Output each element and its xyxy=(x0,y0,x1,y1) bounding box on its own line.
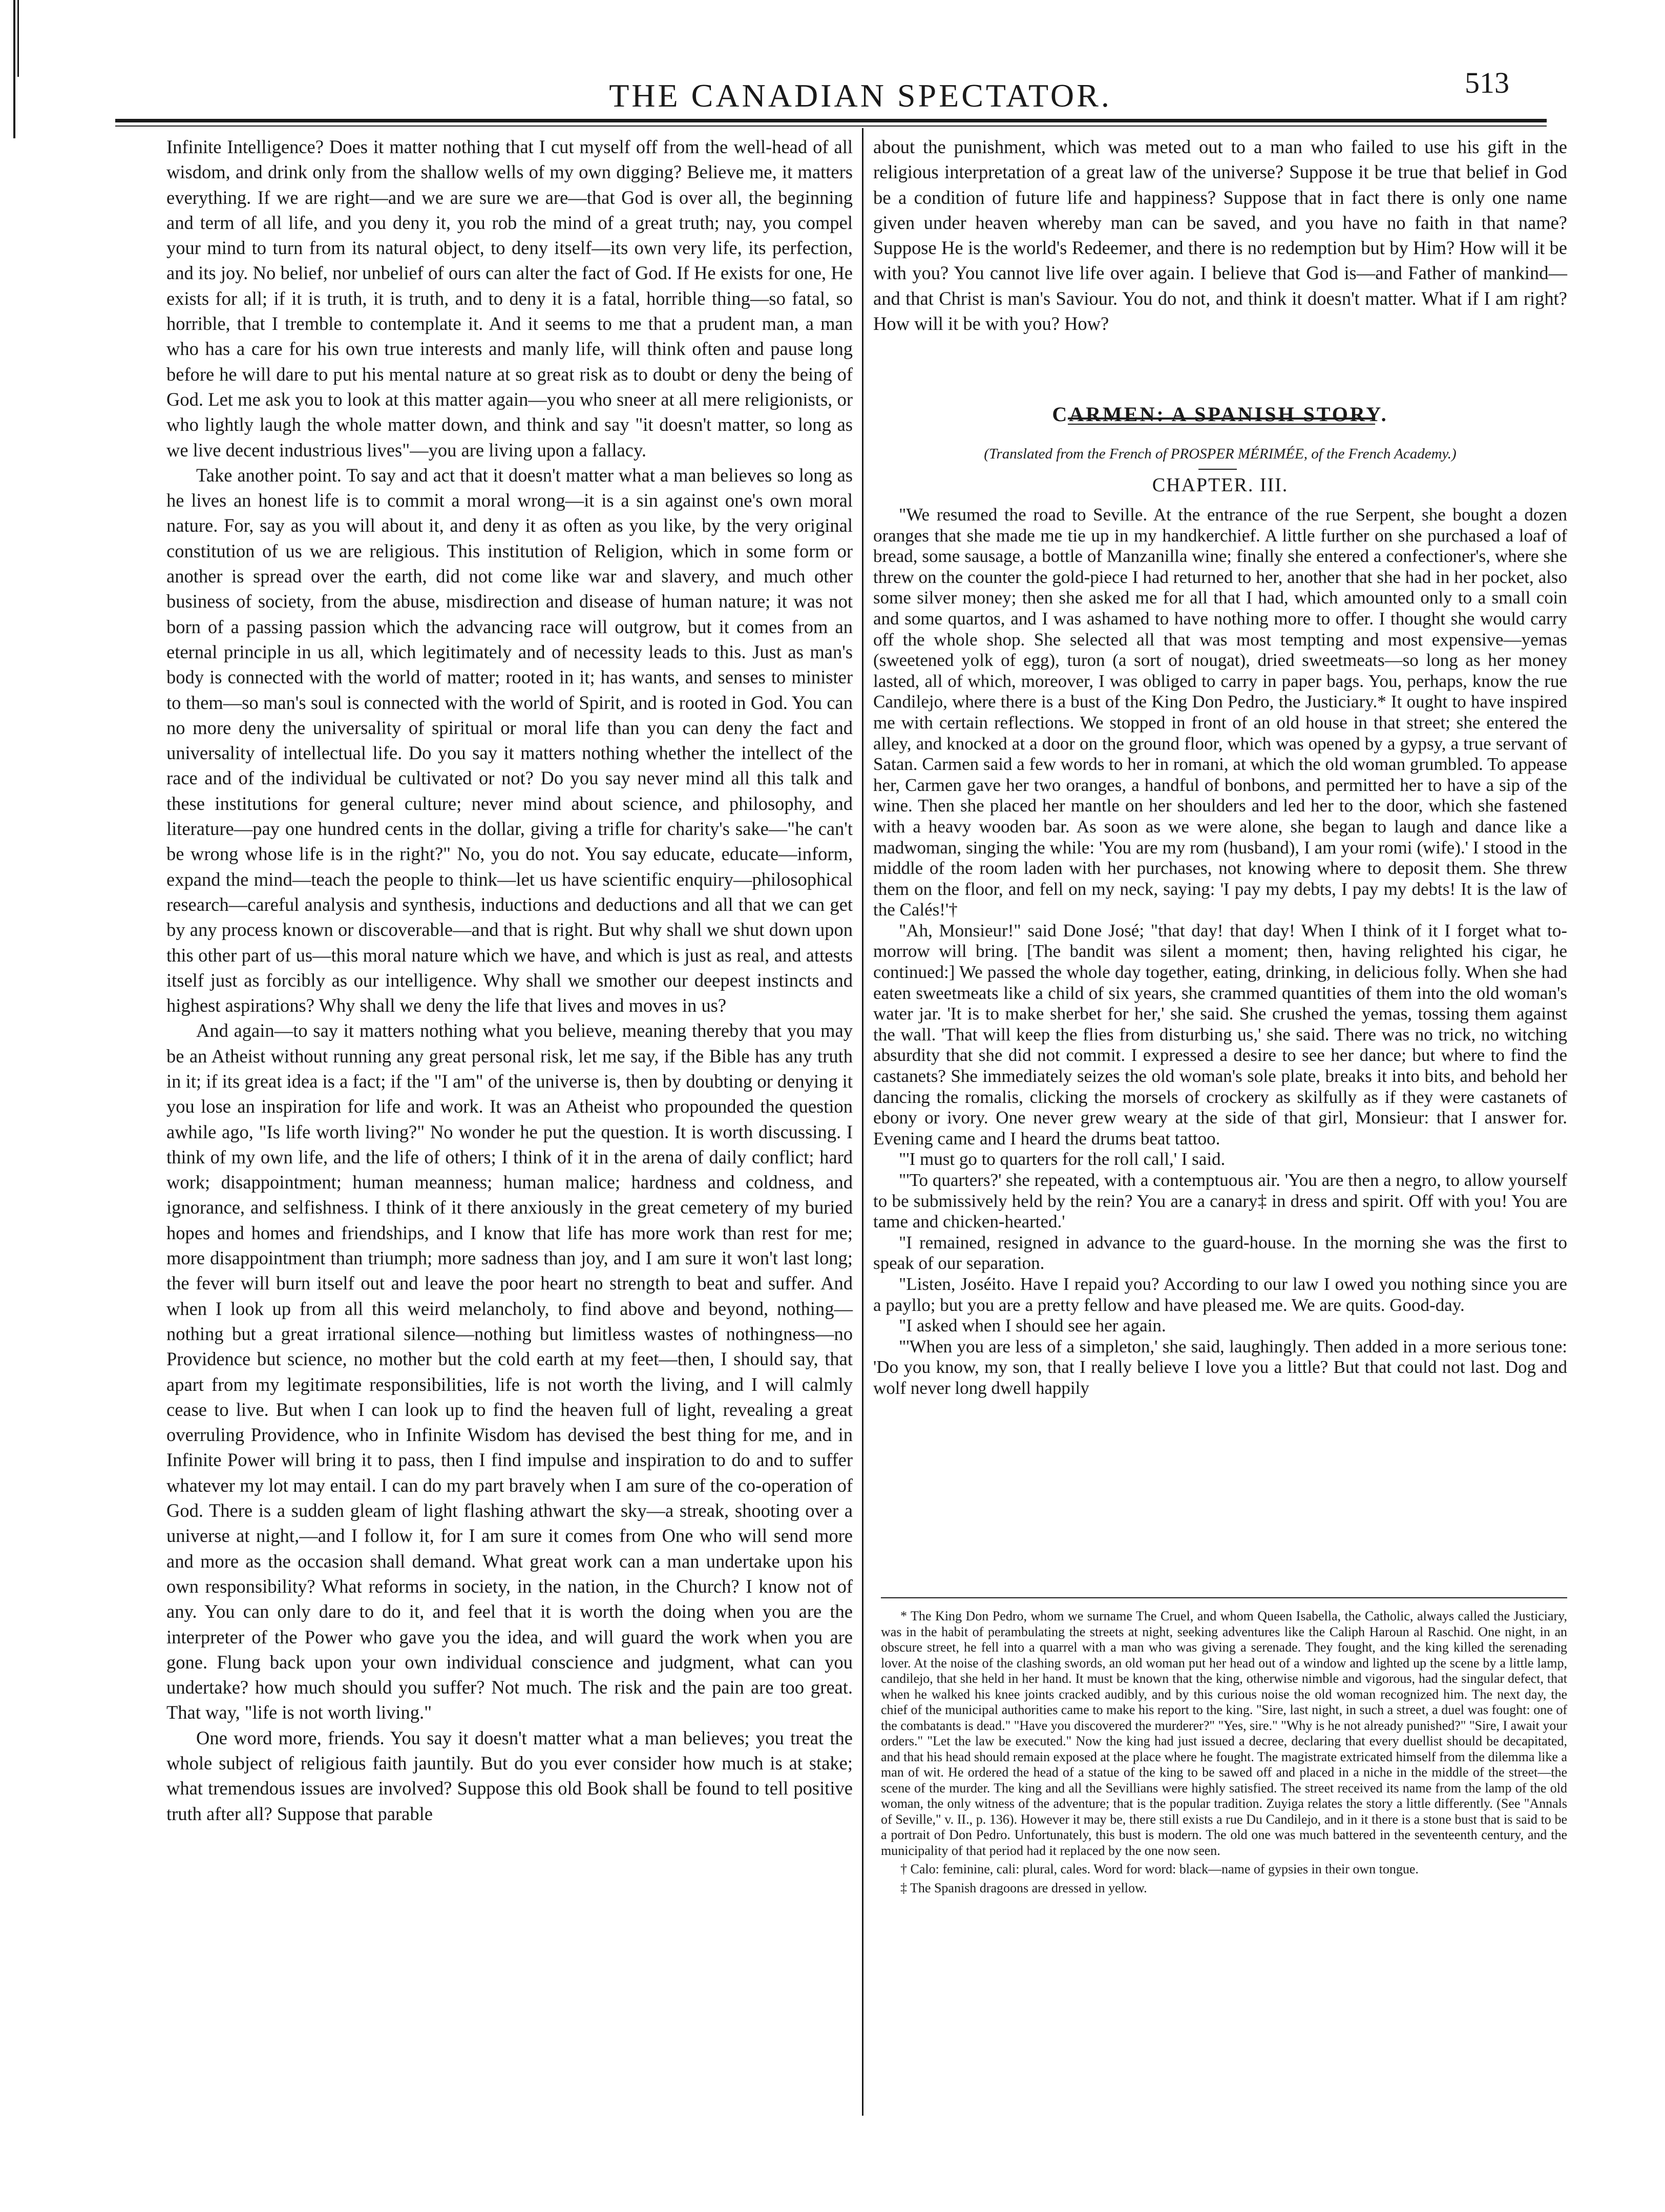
margin-mark xyxy=(13,0,15,138)
story-paragraph: "I remained, resigned in advance to the guard-house. In the morning she was the first to speak of our separation. xyxy=(873,1232,1567,1274)
paragraph: And again—to say it matters nothing what you believe, meaning thereby that you may be an Atheist without running any great personal risk, let me say, if the Bible has any truth in it; if its great idea is a fact; if the "I am" of the universe is, then by doubting or denying it you lose an inspiration for life and work. It was an Atheist who propounded the question awhile ago, "Is life worth living?" No wonder he put the question. It is worth discussing. I think of my own life, and the life of others; I think of it in the arena of daily conflict; hard work; disappointment; human meanness; human malice; hardness and coldness, and ignorance, and selfishness. I think of it there anxiously in the great cemetery of my buried hopes and homes and friendships, and I know that life has more work than rest for me; more disappointment than triumph; more sadness than joy, and I am sure it won't last long; the fever will burn itself out and leave the poor heart no strength to beat and suffer. And when I look up from all this weird melancholy, to find above and beyond, nothing—nothing but a great irrational silence—nothing but limitless wastes of nothingness—no Providence but science, no mother but the cold earth at my feet—then, I should say, that apart from my legitimate responsibilities, life is not worth the living, and I will calmly cease to live. But when I can look up to find the heaven full of light, revealing a great overruling Providence, who in Infinite Wisdom has devised the best thing for me, and in Infinite Power will bring it to pass, then I find impulse and inspiration to do and to suffer whatever my lot may entail. I can do my part bravely when I am sure of the co-operation of God. There is a sudden gleam of light flashing athwart the sky—a streak, shooting over a universe at night,—and I follow it, for I am sure it comes from One who will send more and more as the occasion shall demand. What great work can a man undertake upon his own responsibility? What reforms in society, in the nation, in the Church? I know not of any. You can only dare to do it, and feel that it is worth the doing when you are the interpreter of the Power who gave you the idea, and will guard the work when you are gone. Flung back upon your own individual conscience and judgment, what can you undertake? how much should you suffer? Not much. The risk and the pain are too great. That way, "life is not worth living." xyxy=(166,1020,853,1723)
story-paragraph: "I asked when I should see her again. xyxy=(899,1316,1166,1336)
margin-mark xyxy=(17,0,19,77)
right-column-top xyxy=(873,134,1567,390)
header-rule xyxy=(115,119,1547,122)
paragraph: about the punishment, which was meted out to a man who failed to use his gift in the religious interpretation of a great law of the universe? Suppose it be true that belief in God be a condition of future life and happiness? Suppose that in fact there is only one name given under heaven whereby man can be saved, and you have no faith in that name? Suppose He is the world's Redeemer, and there is no redemption but by Him? How will it be with you? You cannot live life over again. I believe that God is—and Father of mankind—and that Christ is man's Saviour. You do not, and think it doesn't matter. What if I am right? How will it be with you? How? xyxy=(873,136,1567,335)
column-divider xyxy=(862,128,863,2116)
story-title: CARMEN: A SPANISH STORY. xyxy=(1052,403,1388,426)
story-paragraph: "'When you are less of a simpleton,' she said, laughingly. Then added in a more serious tone: 'Do you know, my son, that I really believe I love you a little? But that could not last. Dog and wolf never long dwell happily xyxy=(873,1336,1567,1398)
header-rule-thin xyxy=(115,126,1547,127)
story-paragraph: "Listen, Joséito. Have I repaid you? According to our law I owed you nothing since you are a payllo; but you are a pretty fellow and have pleased me. We are quits. Good-day. xyxy=(873,1274,1567,1315)
left-column xyxy=(166,134,853,2071)
footnotes xyxy=(881,1609,1567,1899)
story-paragraph: "'To quarters?' she repeated, with a contemptuous air. 'You are then a negro, to allow yourself to be submissively held by the rein? You are a canary‡ in dress and spirit. Off with you! You are tame and chicken-hearted.' xyxy=(873,1170,1567,1232)
paragraph: One word more, friends. You say it doesn't matter what a man believes; you treat the whole subject of religious faith jauntily. But do you ever consider how much is at stake; what tremendous issues are involved? Suppose this old Book shall be found to tell positive truth after all? Suppose that parable xyxy=(166,1727,853,1824)
story-paragraph: "Ah, Monsieur!" said Done José; "that day! that day! When I think of it I forget what to-morrow will bring. [The bandit was silent a moment; then, having relighted his cigar, he continued:] We passed the whole day together, eating, drinking, in delicious folly. When she had eaten sweetmeats like a child of six years, she crammed quantities of them into the old woman's water jar. 'It is to make sherbet for her,' she said. She crushed the yemas, tossing them against the wall. 'That will keep the flies from disturbing us,' she said. There was no trick, no witching absurdity that she did not commit. I expressed a desire to see her dance; but where to find the castanets? She immediately seizes the old woman's sole plate, breaks it into bits, and behold her dancing the romalis, clicking the morsels of crockery as skilfully as if they were castanets of ebony or ivory. One never grew weary at the side of that girl, Monsieur: that I answer for. Evening came and I heard the drums beat tattoo. xyxy=(873,920,1567,1149)
story-paragraph: "'I must go to quarters for the roll call,' I said. xyxy=(899,1149,1226,1170)
translation-credit: (Translated from the French of PROSPER MÉRIMÉE, of the French Academy.) xyxy=(984,446,1457,462)
footnote: † Calo: feminine, cali: plural, cales. Word for word: black—name of gypsies in their own tongue. xyxy=(900,1862,1419,1876)
footnote-rule xyxy=(881,1597,1567,1598)
footnote: * The King Don Pedro, whom we surname The Cruel, and whom Queen Isabella, the Catholic, always called the Justiciary, was in the habit of perambulating the streets at night, seeking adventures like the Caliph Haroun al Raschid. One night, in an obscure street, he fell into a quarrel with a man who was giving a serenade. They fought, and the king killed the serenading lover. At the noise of the clashing swords, an old woman put her head out of a window and lighted up the scene by a little lamp, candilejo, that she held in her hand. It must be known that the king, otherwise nimble and vigorous, had the singular defect, that when he walked his knee joints cracked audibly, and by this curious noise the old woman recognized him. The next day, the chief of the municipal authorities came to make his report to the king. "Sire, last night, in such a street, a duel was fought: one of the combatants is dead." "Have you discovered the murderer?" "Yes, sire." "Why is he not already punished?" "Sire, I await your orders." "Let the law be executed." Now the king had just issued a decree, declaring that every duellist should be decapitated, and that his head should remain exposed at the place where he fought. The magistrate extricated himself from the dilemma like a man of wit. He ordered the head of a statue of the king to be sawed off and placed in a niche in the middle of the street—the scene of the murder. The king and all the Sevillians were highly satisfied. The street received its name from the lamp of the old woman, the only witness of the adventure; that is the popular tradition. Zuyiga relates the story a little differently. (See "Annals of Seville," v. II., p. 136). However it may be, there still exists a rue Du Candilejo, and in it there is a stone bust that is said to be a portrait of Don Pedro. Unfortunately, this bust is modern. The old one was much battered in the seventeenth century, and the municipality of that period had it replaced by the one now seen. xyxy=(881,1609,1568,1858)
short-rule xyxy=(1198,469,1237,470)
story-paragraph: "We resumed the road to Seville. At the entrance of the rue Serpent, she bought a dozen oranges that she made me tie up in my handkerchief. A little further on she purchased a loaf of bread, some sausage, a bottle of Manzanilla wine; finally she entered a confectioner's, where she threw on the counter the gold-piece I had returned to her, another that she had in her pocket, also some silver money; then she asked me for all that I had, which amounted only to a small coin and some quartos, and I was ashamed to have nothing more to offer. I thought she would carry off the whole shop. She selected all that was most tempting and most expensive—yemas (sweetened yolk of egg), turon (a sort of nougat), dried sweetmeats—so long as her money lasted, all of which, moreover, I was obliged to carry in paper bags. You, perhaps, know the rue Candilejo, where there is a bust of the King Don Pedro, the Justiciary.* It ought to have inspired me with certain reflections. We stopped in front of an old house in that street; she entered the alley, and knocked at a door on the ground floor, which was opened by a gypsy, a true servant of Satan. Carmen said a few words to her in romani, at which the old woman grumbled. To appease her, Carmen gave her two oranges, a handful of bonbons, and permitted her to have a sip of the wine. Then she placed her mantle on her shoulders and led her to the door, which she fastened with a heavy wooden bar. As soon as we were alone, she began to laugh and dance like a madwoman, singing the while: 'You are my rom (husband), I am your romi (wife).' I stood in the middle of the room laden with her purchases, not knowing where to deposit them. She threw them on the floor, and fell on my neck, saying: 'I pay my debts, I pay my debts! It is the law of the Calés!'† xyxy=(873,505,1567,920)
page-number: 513 xyxy=(1465,66,1509,99)
footnote: ‡ The Spanish dragoons are dressed in yellow. xyxy=(900,1880,1147,1895)
paragraph: Infinite Intelligence? Does it matter nothing that I cut myself off from the well-head of all wisdom, and drink only from the shallow wells of my own digging? Believe me, it matters everything. If we are right—and we are sure we are—that God is over all, the beginning and term of all life, and you deny it, you rob the mind of a great truth; nay, you compel your mind to turn from its natural object, to deny itself—its own very life, its perfection, and its joy. No belief, nor unbelief of ours can alter the fact of God. If He exists for one, He exists for all; if it is truth, it is truth, and to deny it is a fatal, horrible thing—so fatal, so horrible, that I tremble to contemplate it. And it seems to me that a prudent man, a man who has a care for his own true interests and manly life, will think often and pause long before he will dare to put his mental nature at so great risk as to doubt or deny the being of God. Let me ask you to look at this matter again—you who sneer at all mere religionists, or who lightly laugh the whole matter down, and think and say "it doesn't matter, so long as we live decent industrious lives"—you are living upon a fallacy. xyxy=(166,136,853,461)
story-body xyxy=(873,505,1567,1399)
masthead-title: THE CANADIAN SPECTATOR. xyxy=(609,77,1112,114)
chapter-heading: CHAPTER. III. xyxy=(1152,474,1289,496)
paragraph: Take another point. To say and act that it doesn't matter what a man believes so long as he lives an honest life is to commit a moral wrong—it is a sin against one's own moral nature. For, say as you will about it, and deny it as often as you like, by the very original constitution of us we are religious. This institution of Religion, which in some form or another is spread over the earth, did not come like war and slavery, and much other business of society, from the abuse, misdirection and disease of human nature; it was not born of a passing passion which the advancing race will outgrow, but it comes from an eternal principle in us all, which legitimately and of necessity leads to this. Just as man's body is connected with the world of matter; rooted in it; has wants, and senses to minister to them—so man's soul is connected with the world of Spirit, and is rooted in God. You can no more deny the universality of spiritual or moral life than you can deny the fact and universality of intellectual life. Do you say it matters nothing whether the intellect of the race and of the individual be cultivated or not? Do you say never mind all this talk and these institutions for general culture; never mind about science, and philosophy, and literature—pay one hundred cents in the dollar, giving a trifle for charity's sake—"he can't be wrong whose life is in the right?" No, you do not. You say educate, educate—inform, expand the mind—teach the people to think—let us have scientific enquiry—philosophical research—careful analysis and synthesis, inductions and deductions and all that we can get by any process known or discoverable—and that is right. But why shall we shut down upon this other part of us—this moral nature which we have, and which is just as real, and attests itself just as forcibly as our intelligence. Why shall we smother our deepest instincts and highest aspirations? Why shall we deny the life that lives and moves in us? xyxy=(166,464,853,1016)
